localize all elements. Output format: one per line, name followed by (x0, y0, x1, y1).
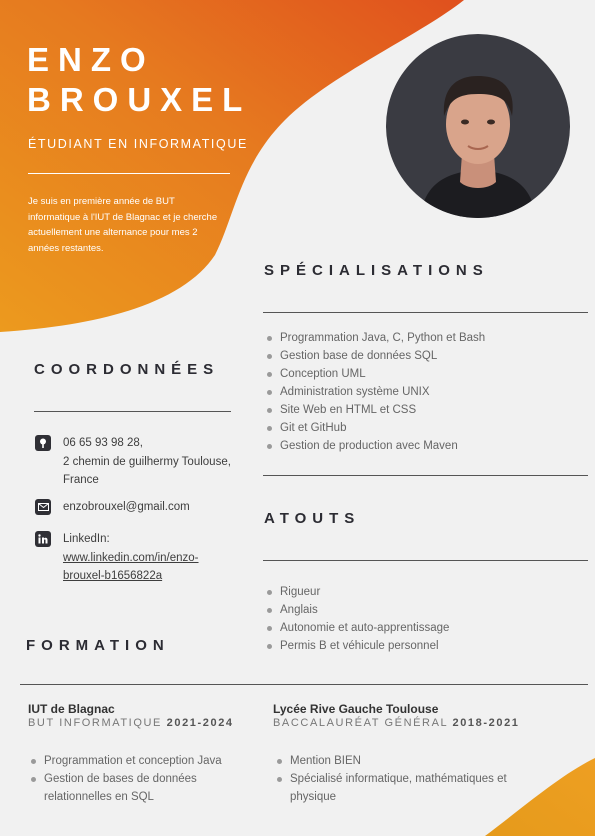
last-name: BROUXEL (27, 81, 252, 118)
list-item: Administration système UNIX (265, 383, 485, 401)
school-name: Lycée Rive Gauche Toulouse (273, 702, 439, 716)
list-item: Mention BIEN (275, 752, 525, 770)
linkedin-label: LinkedIn: (63, 533, 110, 545)
email-row (35, 498, 190, 517)
address-country: France (63, 474, 99, 486)
list-item: Spécialisé informatique, mathématiques et physique (275, 770, 525, 806)
atouts-list (265, 583, 449, 655)
list-item: Conception UML (265, 365, 485, 383)
school-years: 2021-2024 (166, 717, 234, 729)
list-item: Site Web en HTML et CSS (265, 401, 485, 419)
job-title: ÉTUDIANT EN INFORMATIQUE (28, 137, 248, 151)
first-name: ENZO (27, 41, 155, 78)
school-courses (275, 752, 525, 806)
specialisations-divider (263, 312, 588, 313)
atouts-divider (263, 560, 588, 561)
intro-text: Je suis en première année de BUT informatique à l'IUT de Blagnac et je cherche actuellement une alternance pour mes 2 années restantes. (28, 196, 218, 254)
title-divider (28, 173, 230, 174)
specialisations-bottom-divider (263, 475, 588, 476)
linkedin-link-line1[interactable]: www.linkedin.com/in/enzo- (63, 551, 199, 564)
list-item: Autonomie et auto-apprentissage (265, 619, 449, 637)
address-line: 2 chemin de guilhermy Toulouse, (63, 455, 231, 468)
list-item: Programmation Java, C, Python et Bash (265, 329, 485, 347)
formation-divider (20, 684, 588, 685)
linkedin-row (35, 530, 199, 586)
address-row (35, 434, 231, 490)
school-degree: BACCALAURÉAT GÉNÉRAL 2018-2021 (273, 717, 520, 729)
contact-heading: COORDONNÉES (34, 361, 220, 378)
specialisations-heading: SPÉCIALISATIONS (264, 262, 489, 279)
linkedin-link-line2[interactable]: brouxel-b1656822a (63, 570, 163, 582)
school-years: 2018-2021 (452, 717, 520, 729)
list-item: Git et GitHub (265, 419, 485, 437)
location-icon (35, 435, 51, 451)
school-name: IUT de Blagnac (28, 702, 115, 716)
list-item: Permis B et véhicule personnel (265, 637, 449, 655)
school-degree: BUT INFORMATIQUE 2021-2024 (28, 717, 234, 729)
list-item: Gestion de bases de données relationnelles en SQL (29, 770, 249, 806)
list-item: Gestion base de données SQL (265, 347, 485, 365)
list-item: Programmation et conception Java (29, 752, 249, 770)
list-item: Rigueur (265, 583, 449, 601)
contact-divider (34, 411, 231, 412)
phone-number: 06 65 93 98 28, (63, 437, 143, 449)
linkedin-icon (35, 531, 51, 547)
school-courses (29, 752, 249, 806)
atouts-heading: ATOUTS (264, 510, 361, 527)
formation-heading: FORMATION (26, 637, 170, 654)
email-icon (35, 499, 51, 515)
specialisations-list (265, 329, 485, 455)
list-item: Gestion de production avec Maven (265, 437, 485, 455)
profile-photo (386, 34, 570, 218)
list-item: Anglais (265, 601, 449, 619)
email-address[interactable]: enzobrouxel@gmail.com (63, 501, 190, 513)
